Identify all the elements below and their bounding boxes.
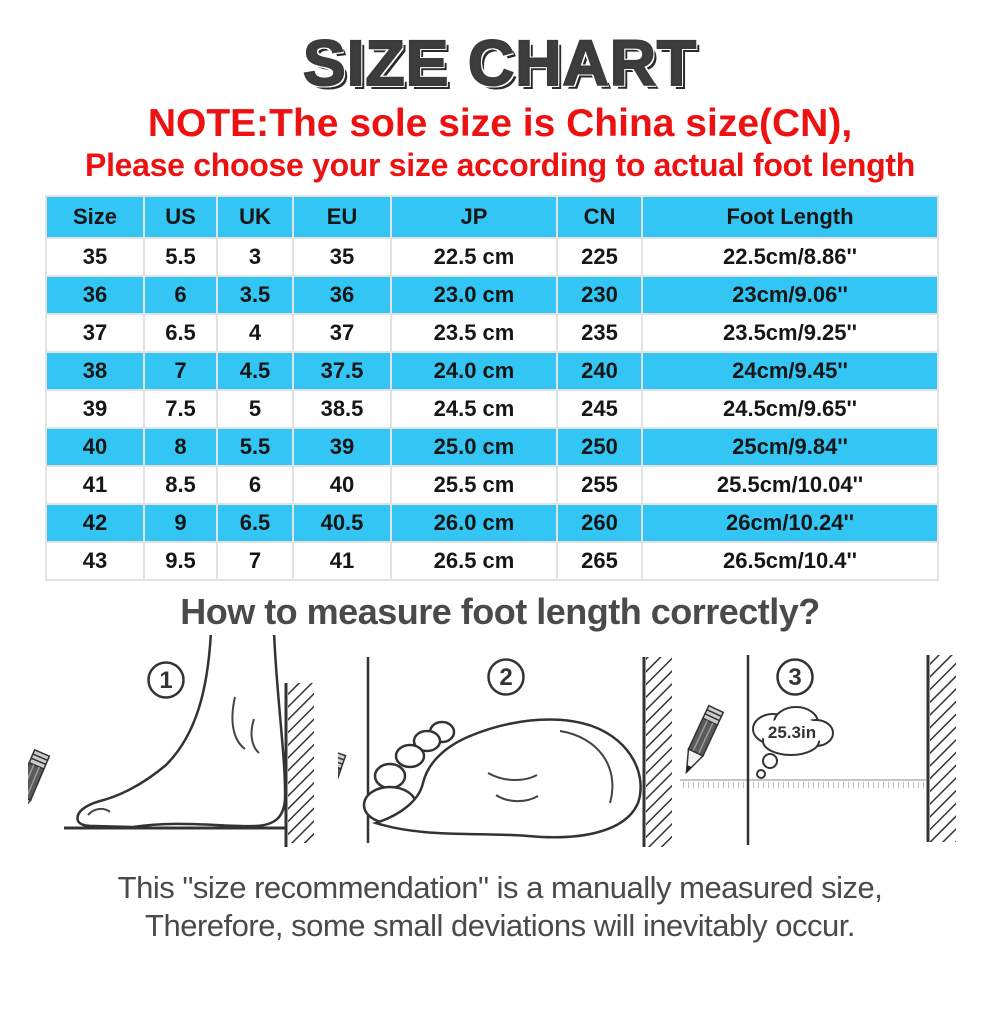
wall-hatch-icon (928, 655, 956, 842)
table-cell: 24cm/9.45'' (642, 352, 938, 390)
pencil-icon (28, 750, 49, 821)
table-cell: 37.5 (293, 352, 391, 390)
table-cell: 25.0 cm (391, 428, 557, 466)
measure-step-3-illustration (678, 635, 978, 857)
table-cell: 40 (46, 428, 144, 466)
table-cell: 37 (293, 314, 391, 352)
table-cell: 9.5 (144, 542, 217, 580)
table-cell: 26cm/10.24'' (642, 504, 938, 542)
table-cell: 42 (46, 504, 144, 542)
note-line-2: Please choose your size according to actual foot length (85, 147, 915, 184)
table-cell: 7 (144, 352, 217, 390)
table-row (46, 314, 938, 352)
table-header-row (46, 196, 938, 238)
table-cell: 37 (46, 314, 144, 352)
table-cell: 6 (217, 466, 293, 504)
table-cell: 26.5cm/10.4'' (642, 542, 938, 580)
table-cell: 24.0 cm (391, 352, 557, 390)
column-header-cn: CN (557, 196, 642, 238)
table-row (46, 390, 938, 428)
table-cell: 235 (557, 314, 642, 352)
column-header-uk: UK (217, 196, 293, 238)
table-cell: 40.5 (293, 504, 391, 542)
measure-step-1-illustration (28, 635, 328, 857)
disclaimer-text (0, 869, 1000, 945)
table-cell: 24.5cm/9.65'' (642, 390, 938, 428)
table-cell: 26.0 cm (391, 504, 557, 542)
table-cell: 4.5 (217, 352, 293, 390)
table-cell: 39 (46, 390, 144, 428)
foot-sole-icon (364, 720, 641, 838)
table-cell: 3.5 (217, 276, 293, 314)
table-cell: 39 (293, 428, 391, 466)
table-cell: 7.5 (144, 390, 217, 428)
table-cell: 5.5 (217, 428, 293, 466)
table-cell: 8 (144, 428, 217, 466)
column-header-eu: EU (293, 196, 391, 238)
note-line-1: NOTE:The sole size is China size(CN), (147, 102, 853, 146)
table-cell: 3 (217, 238, 293, 276)
wall-hatch-icon (286, 683, 314, 847)
table-row (46, 238, 938, 276)
table-cell: 4 (217, 314, 293, 352)
step-number: 2 (499, 664, 513, 692)
table-cell: 260 (557, 504, 642, 542)
table-cell: 240 (557, 352, 642, 390)
column-header-jp: JP (391, 196, 557, 238)
table-cell: 230 (557, 276, 642, 314)
table-cell: 225 (557, 238, 642, 276)
step-number-badge (149, 663, 184, 698)
table-cell: 6.5 (144, 314, 217, 352)
disclaimer-line-2: Therefore, some small deviations will inevitably occur. (145, 908, 855, 944)
table-cell: 25cm/9.84'' (642, 428, 938, 466)
column-header-us: US (144, 196, 217, 238)
table-cell: 265 (557, 542, 642, 580)
table-cell: 5.5 (144, 238, 217, 276)
table-cell: 36 (46, 276, 144, 314)
disclaimer-line-1: This "size recommendation" is a manually measured size, (117, 870, 883, 906)
table-cell: 23.0 cm (391, 276, 557, 314)
pencil-icon (679, 706, 723, 776)
table-cell: 8.5 (144, 466, 217, 504)
table-cell: 26.5 cm (391, 542, 557, 580)
size-conversion-table (45, 195, 939, 581)
table-cell: 255 (557, 466, 642, 504)
table-cell: 23.5cm/9.25'' (642, 314, 938, 352)
table-cell: 250 (557, 428, 642, 466)
table-cell: 25.5 cm (391, 466, 557, 504)
foot-side-icon (78, 635, 286, 827)
table-row (46, 352, 938, 390)
table-cell: 23.5 cm (391, 314, 557, 352)
table-cell: 41 (46, 466, 144, 504)
step-number-badge (778, 660, 813, 695)
table-cell: 35 (293, 238, 391, 276)
table-cell: 25.5cm/10.04'' (642, 466, 938, 504)
ruler-icon (680, 780, 926, 788)
size-table-body (46, 238, 938, 580)
table-cell: 38 (46, 352, 144, 390)
table-cell: 24.5 cm (391, 390, 557, 428)
table-row (46, 428, 938, 466)
step-number-badge (489, 660, 524, 695)
table-cell: 245 (557, 390, 642, 428)
column-header-foot-length: Foot Length (642, 196, 938, 238)
table-cell: 38.5 (293, 390, 391, 428)
table-row (46, 542, 938, 580)
table-cell: 36 (293, 276, 391, 314)
table-cell: 22.5 cm (391, 238, 557, 276)
measure-section-heading: How to measure foot length correctly? (180, 591, 820, 633)
table-cell: 9 (144, 504, 217, 542)
table-cell: 43 (46, 542, 144, 580)
thought-bubble (753, 707, 833, 778)
column-header-size: Size (46, 196, 144, 238)
measure-illustrations (0, 635, 1000, 857)
table-cell: 5 (217, 390, 293, 428)
measure-step-2-illustration (338, 635, 678, 857)
table-cell: 6.5 (217, 504, 293, 542)
step-number: 1 (159, 667, 173, 695)
table-cell: 23cm/9.06'' (642, 276, 938, 314)
table-cell: 35 (46, 238, 144, 276)
page-title: SIZE CHART (303, 27, 697, 99)
table-row (46, 466, 938, 504)
wall-hatch-icon (644, 657, 672, 847)
table-cell: 22.5cm/8.86'' (642, 238, 938, 276)
table-cell: 41 (293, 542, 391, 580)
pencil-icon (338, 751, 346, 822)
table-cell: 7 (217, 542, 293, 580)
table-row (46, 276, 938, 314)
table-cell: 40 (293, 466, 391, 504)
bubble-measurement-label: 25.3in (767, 723, 817, 743)
table-cell: 6 (144, 276, 217, 314)
step-number: 3 (788, 664, 802, 692)
table-row (46, 504, 938, 542)
